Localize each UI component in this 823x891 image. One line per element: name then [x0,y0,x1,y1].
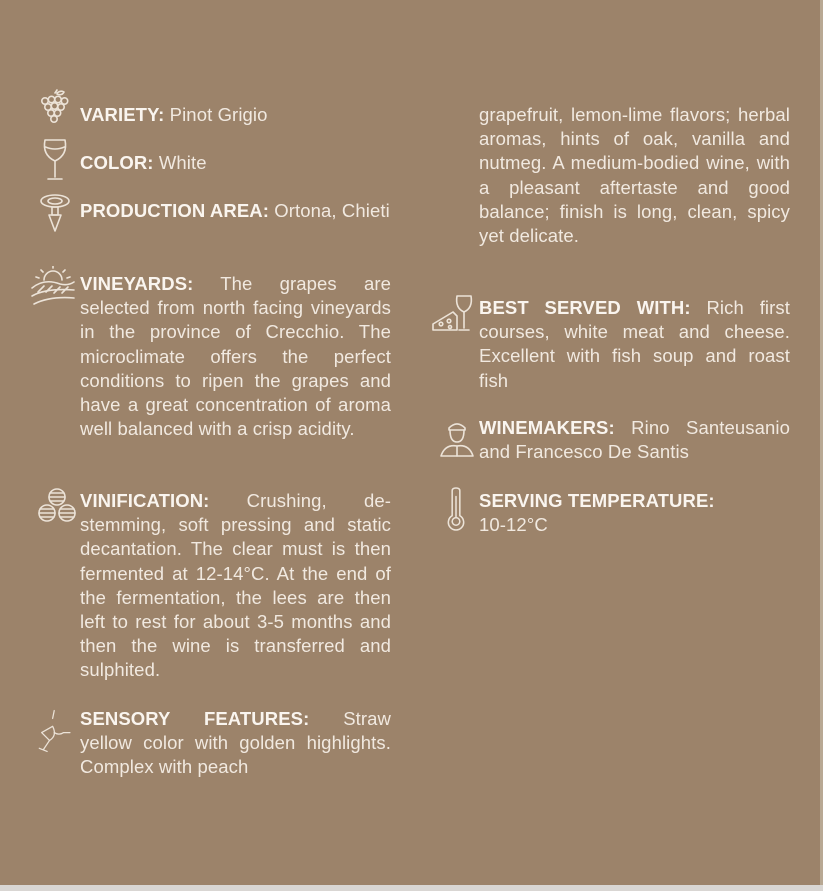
best-served-with-value: Rich first courses, white meat and cheese. Excellent with fish soup and roast fish [479,297,790,391]
cheese-glass-icon [431,294,477,338]
color-entry [80,151,391,175]
serving-temperature-entry [479,489,790,537]
serving-temperature-value: 10-12°C [479,514,548,536]
sensory-features-value: Straw yellow color with golden highlights. Complex with peach [80,708,391,778]
best-served-with-entry [479,296,790,393]
vineyards-value: The grapes are selected from north facing vineyards in the province of Crecchio. The microclimate offers the perfect conditions to ripen the grapes and have a great concentration of aroma well balanced with a crisp acidity. [80,273,391,440]
sensory-features-continued [479,103,790,248]
variety-value: Pinot Grigio [169,104,268,125]
production-area-label: PRODUCTION AREA: [80,200,269,221]
barrels-icon [34,485,80,529]
winemaker-icon [437,416,477,460]
winemakers-value: Rino Santeusanio and Francesco De Santis [479,417,790,463]
wine-glass-icon [36,137,74,181]
winemakers-entry [479,416,790,464]
color-value: White [158,152,207,173]
variety-entry [80,103,391,127]
production-area-value: Ortona, Chieti [274,200,390,221]
sensory-features-entry [80,707,391,780]
serving-temperature-label: SERVING TEMPERATURE: [479,490,715,511]
vineyards-entry [80,272,391,441]
corkscrew-icon [36,191,74,235]
grapes-icon [36,89,74,133]
variety-label: VARIETY: [80,104,165,125]
vinification-value: Crushing, de-stemming, soft pressing and static decantation. The clear must is then fermented at 12-14°C. At the end of the fermentation, the lees are then left to rest for about 3-5 months and then the wine is transferred and sulphited. [80,490,391,681]
vinification-label: VINIFICATION: [80,490,210,511]
vineyards-label: VINEYARDS: [80,273,194,294]
vineyard-sun-icon [30,266,76,310]
sensory-features-label: SENSORY FEATURES: [80,708,310,729]
pouring-glass-icon [32,709,78,753]
vinification-entry [80,489,391,683]
best-served-with-label: BEST SERVED WITH: [479,297,691,318]
winemakers-label: WINEMAKERS: [479,417,615,438]
bottom-bar [0,885,823,891]
production-area-entry [80,199,391,223]
thermometer-icon [441,487,471,531]
color-label: COLOR: [80,152,154,173]
sensory-features-continued-text: grapefruit, lemon-lime flavors; herbal aromas, hints of oak, vanilla and nutmeg. A medium-bodied wine, with a pleasant aftertaste and good balance; finish is long, clean, spicy yet delicate. [479,104,790,247]
